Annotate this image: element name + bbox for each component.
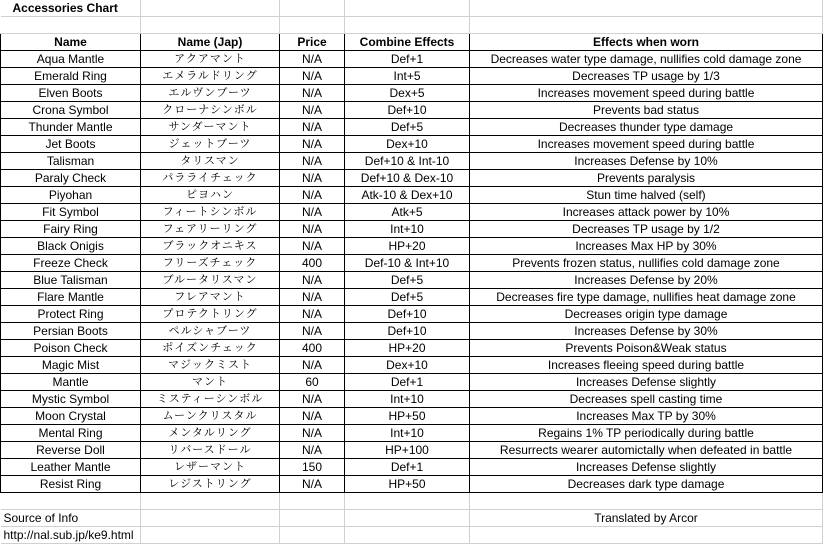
empty-cell[interactable] (345, 527, 470, 544)
cell-name-jap[interactable]: フレアマント (141, 289, 280, 306)
table-row (1, 476, 823, 493)
cell-name[interactable]: Freeze Check (1, 255, 141, 272)
footer-row (1, 510, 823, 527)
cell-price[interactable]: 400 (280, 255, 345, 272)
cell-combine-effects[interactable]: Atk-10 & Dex+10 (345, 187, 470, 204)
cell-effects-when-worn[interactable]: Prevents frozen status, nullifies cold damage zone (470, 255, 823, 272)
table-row (1, 255, 823, 272)
cell-name-jap[interactable]: サンダーマント (141, 119, 280, 136)
cell-combine-effects[interactable]: Def+5 (345, 272, 470, 289)
cell-effects-when-worn[interactable]: Increases Max TP by 30% (470, 408, 823, 425)
cell-price[interactable]: N/A (280, 204, 345, 221)
cell-effects-when-worn[interactable]: Stun time halved (self) (470, 187, 823, 204)
cell-name[interactable]: Jet Boots (1, 136, 141, 153)
cell-combine-effects[interactable]: Int+5 (345, 68, 470, 85)
cell-price[interactable]: N/A (280, 153, 345, 170)
cell-price[interactable]: 60 (280, 374, 345, 391)
cell-name-jap[interactable]: ブルータリスマン (141, 272, 280, 289)
empty-cell[interactable] (1, 493, 141, 510)
cell-price[interactable]: N/A (280, 187, 345, 204)
cell-name[interactable]: Paraly Check (1, 170, 141, 187)
cell-price[interactable]: N/A (280, 408, 345, 425)
cell-effects-when-worn[interactable]: Increases fleeing speed during battle (470, 357, 823, 374)
table-row (1, 85, 823, 102)
table-row (1, 306, 823, 323)
empty-cell[interactable] (345, 17, 470, 34)
cell-name-jap[interactable]: レザーマント (141, 459, 280, 476)
cell-combine-effects[interactable]: HP+50 (345, 408, 470, 425)
cell-effects-when-worn[interactable]: Decreases thunder type damage (470, 119, 823, 136)
table-row (1, 408, 823, 425)
cell-combine-effects[interactable]: Def+1 (345, 374, 470, 391)
empty-cell[interactable] (470, 493, 823, 510)
cell-combine-effects[interactable]: Def+5 (345, 289, 470, 306)
cell-price[interactable]: N/A (280, 51, 345, 68)
table-row (1, 153, 823, 170)
cell-name-jap[interactable]: クローナシンボル (141, 102, 280, 119)
cell-effects-when-worn[interactable]: Regains 1% TP periodically during battle (470, 425, 823, 442)
cell-combine-effects[interactable]: Atk+5 (345, 204, 470, 221)
cell-combine-effects[interactable]: Def-10 & Int+10 (345, 255, 470, 272)
empty-cell[interactable] (470, 0, 823, 17)
column-header-effects-when-worn[interactable]: Effects when worn (470, 34, 823, 51)
cell-name[interactable]: Flare Mantle (1, 289, 141, 306)
table-row (1, 442, 823, 459)
empty-cell[interactable] (280, 493, 345, 510)
table-row (1, 238, 823, 255)
cell-combine-effects[interactable]: Int+10 (345, 391, 470, 408)
table-row (1, 459, 823, 476)
cell-name[interactable]: Fit Symbol (1, 204, 141, 221)
cell-name[interactable]: Protect Ring (1, 306, 141, 323)
cell-name[interactable]: Persian Boots (1, 323, 141, 340)
cell-name[interactable]: Black Onigis (1, 238, 141, 255)
translated-by[interactable]: Translated by Arcor (470, 510, 823, 527)
cell-name[interactable]: Elven Boots (1, 85, 141, 102)
cell-name[interactable]: Talisman (1, 153, 141, 170)
column-header-name[interactable]: Name (1, 34, 141, 51)
cell-name[interactable]: Blue Talisman (1, 272, 141, 289)
cell-name[interactable]: Magic Mist (1, 357, 141, 374)
table-row (1, 357, 823, 374)
column-header-price[interactable]: Price (280, 34, 345, 51)
empty-cell[interactable] (280, 527, 345, 544)
empty-cell[interactable] (280, 510, 345, 527)
cell-combine-effects[interactable]: Def+10 (345, 323, 470, 340)
cell-name[interactable]: Reverse Doll (1, 442, 141, 459)
cell-name[interactable]: Mental Ring (1, 425, 141, 442)
cell-effects-when-worn[interactable]: Decreases water type damage, nullifies cold damage zone (470, 51, 823, 68)
empty-cell[interactable] (141, 0, 280, 17)
cell-price[interactable]: N/A (280, 68, 345, 85)
empty-cell[interactable] (141, 493, 280, 510)
cell-name-jap[interactable]: ジェットブーツ (141, 136, 280, 153)
table-row (1, 425, 823, 442)
table-row (1, 272, 823, 289)
cell-price[interactable]: N/A (280, 476, 345, 493)
cell-price[interactable]: N/A (280, 272, 345, 289)
table-row (1, 204, 823, 221)
cell-combine-effects[interactable]: Dex+10 (345, 136, 470, 153)
sheet-title[interactable]: Accessories Chart (1, 0, 141, 17)
cell-combine-effects[interactable]: HP+20 (345, 340, 470, 357)
cell-name[interactable]: Thunder Mantle (1, 119, 141, 136)
cell-price[interactable]: N/A (280, 357, 345, 374)
header-row (1, 34, 823, 51)
empty-cell[interactable] (141, 510, 280, 527)
table-row (1, 51, 823, 68)
cell-name-jap[interactable]: ムーンクリスタル (141, 408, 280, 425)
cell-name-jap[interactable]: マント (141, 374, 280, 391)
source-url[interactable]: http://nal.sub.jp/ke9.html (1, 527, 141, 544)
cell-name-jap[interactable]: フィートシンボル (141, 204, 280, 221)
cell-effects-when-worn[interactable]: Increases movement speed during battle (470, 85, 823, 102)
cell-name-jap[interactable]: プロテクトリング (141, 306, 280, 323)
title-row (1, 0, 823, 17)
cell-price[interactable]: N/A (280, 289, 345, 306)
cell-effects-when-worn[interactable]: Decreases TP usage by 1/2 (470, 221, 823, 238)
cell-name-jap[interactable]: パラライチェック (141, 170, 280, 187)
empty-cell[interactable] (345, 493, 470, 510)
cell-name[interactable]: Crona Symbol (1, 102, 141, 119)
cell-price[interactable]: N/A (280, 85, 345, 102)
cell-name-jap[interactable]: フリーズチェック (141, 255, 280, 272)
cell-name-jap[interactable]: エルヴンブーツ (141, 85, 280, 102)
cell-effects-when-worn[interactable]: Increases Defense by 10% (470, 153, 823, 170)
cell-name[interactable]: Poison Check (1, 340, 141, 357)
cell-effects-when-worn[interactable]: Increases Max HP by 30% (470, 238, 823, 255)
empty-cell[interactable] (141, 17, 280, 34)
cell-name-jap[interactable]: ピヨハン (141, 187, 280, 204)
cell-effects-when-worn[interactable]: Prevents bad status (470, 102, 823, 119)
cell-combine-effects[interactable]: Def+10 & Int-10 (345, 153, 470, 170)
column-header-name-jap[interactable]: Name (Jap) (141, 34, 280, 51)
cell-name[interactable]: Piyohan (1, 187, 141, 204)
cell-effects-when-worn[interactable]: Increases Defense slightly (470, 374, 823, 391)
cell-name[interactable]: Emerald Ring (1, 68, 141, 85)
cell-price[interactable]: N/A (280, 136, 345, 153)
cell-price[interactable]: N/A (280, 221, 345, 238)
cell-name-jap[interactable]: メンタルリング (141, 425, 280, 442)
cell-effects-when-worn[interactable]: Increases Defense by 20% (470, 272, 823, 289)
cell-price[interactable]: N/A (280, 238, 345, 255)
empty-cell[interactable] (141, 527, 280, 544)
table-row (1, 221, 823, 238)
table-row (1, 323, 823, 340)
cell-name-jap[interactable]: タリスマン (141, 153, 280, 170)
cell-name[interactable]: Resist Ring (1, 476, 141, 493)
table-row (1, 374, 823, 391)
cell-effects-when-worn[interactable]: Decreases dark type damage (470, 476, 823, 493)
blank-row (1, 17, 823, 34)
cell-effects-when-worn[interactable]: Increases Defense by 30% (470, 323, 823, 340)
table-row (1, 340, 823, 357)
cell-price[interactable]: N/A (280, 323, 345, 340)
cell-name-jap[interactable]: ブラックオニキス (141, 238, 280, 255)
source-label[interactable]: Source of Info (1, 510, 141, 527)
cell-price[interactable]: N/A (280, 306, 345, 323)
table-row (1, 102, 823, 119)
cell-name-jap[interactable]: ミスティーシンボル (141, 391, 280, 408)
cell-name[interactable]: Aqua Mantle (1, 51, 141, 68)
blank-row (1, 493, 823, 510)
cell-combine-effects[interactable]: HP+50 (345, 476, 470, 493)
cell-name-jap[interactable]: ポイズンチェック (141, 340, 280, 357)
cell-price[interactable]: N/A (280, 442, 345, 459)
data-rows (1, 51, 823, 493)
cell-effects-when-worn[interactable]: Increases movement speed during battle (470, 136, 823, 153)
empty-cell[interactable] (470, 527, 823, 544)
cell-combine-effects[interactable]: Int+10 (345, 425, 470, 442)
cell-price[interactable]: 150 (280, 459, 345, 476)
cell-combine-effects[interactable]: Def+1 (345, 459, 470, 476)
cell-name[interactable]: Moon Crystal (1, 408, 141, 425)
cell-combine-effects[interactable]: Dex+10 (345, 357, 470, 374)
cell-combine-effects[interactable]: Int+10 (345, 221, 470, 238)
table-row (1, 391, 823, 408)
cell-effects-when-worn[interactable]: Decreases TP usage by 1/3 (470, 68, 823, 85)
footer-url-row (1, 527, 823, 544)
table-row (1, 289, 823, 306)
table-row (1, 170, 823, 187)
cell-effects-when-worn[interactable]: Prevents paralysis (470, 170, 823, 187)
cell-name[interactable]: Leather Mantle (1, 459, 141, 476)
cell-price[interactable]: N/A (280, 391, 345, 408)
cell-effects-when-worn[interactable]: Decreases spell casting time (470, 391, 823, 408)
table-row (1, 187, 823, 204)
cell-name-jap[interactable]: アクアマント (141, 51, 280, 68)
empty-cell[interactable] (345, 510, 470, 527)
cell-effects-when-worn[interactable]: Prevents Poison&Weak status (470, 340, 823, 357)
cell-effects-when-worn[interactable]: Resurrects wearer automictally when defeated in battle (470, 442, 823, 459)
cell-combine-effects[interactable]: Def+1 (345, 51, 470, 68)
cell-effects-when-worn[interactable]: Decreases fire type damage, nullifies heat damage zone (470, 289, 823, 306)
cell-price[interactable]: N/A (280, 119, 345, 136)
cell-name-jap[interactable]: レジストリング (141, 476, 280, 493)
cell-name-jap[interactable]: マジックミスト (141, 357, 280, 374)
cell-combine-effects[interactable]: Def+10 & Dex-10 (345, 170, 470, 187)
cell-combine-effects[interactable]: HP+20 (345, 238, 470, 255)
cell-combine-effects[interactable]: Dex+5 (345, 85, 470, 102)
cell-combine-effects[interactable]: Def+5 (345, 119, 470, 136)
cell-name[interactable]: Mystic Symbol (1, 391, 141, 408)
cell-price[interactable]: N/A (280, 102, 345, 119)
cell-effects-when-worn[interactable]: Decreases origin type damage (470, 306, 823, 323)
cell-name-jap[interactable]: フェアリーリング (141, 221, 280, 238)
cell-name-jap[interactable]: ペルシャブーツ (141, 323, 280, 340)
table-row (1, 119, 823, 136)
empty-cell[interactable] (280, 17, 345, 34)
cell-price[interactable]: N/A (280, 170, 345, 187)
cell-name[interactable]: Mantle (1, 374, 141, 391)
empty-cell[interactable] (470, 17, 823, 34)
cell-name-jap[interactable]: エメラルドリング (141, 68, 280, 85)
empty-cell[interactable] (345, 0, 470, 17)
cell-price[interactable]: N/A (280, 425, 345, 442)
cell-name-jap[interactable]: リバースドール (141, 442, 280, 459)
cell-name[interactable]: Fairy Ring (1, 221, 141, 238)
cell-effects-when-worn[interactable]: Increases attack power by 10% (470, 204, 823, 221)
table-row (1, 68, 823, 85)
empty-cell[interactable] (280, 0, 345, 17)
cell-price[interactable]: 400 (280, 340, 345, 357)
cell-effects-when-worn[interactable]: Increases Defense slightly (470, 459, 823, 476)
cell-combine-effects[interactable]: Def+10 (345, 306, 470, 323)
table-row (1, 136, 823, 153)
cell-combine-effects[interactable]: HP+100 (345, 442, 470, 459)
empty-cell[interactable] (1, 17, 141, 34)
cell-combine-effects[interactable]: Def+10 (345, 102, 470, 119)
column-header-combine-effects[interactable]: Combine Effects (345, 34, 470, 51)
